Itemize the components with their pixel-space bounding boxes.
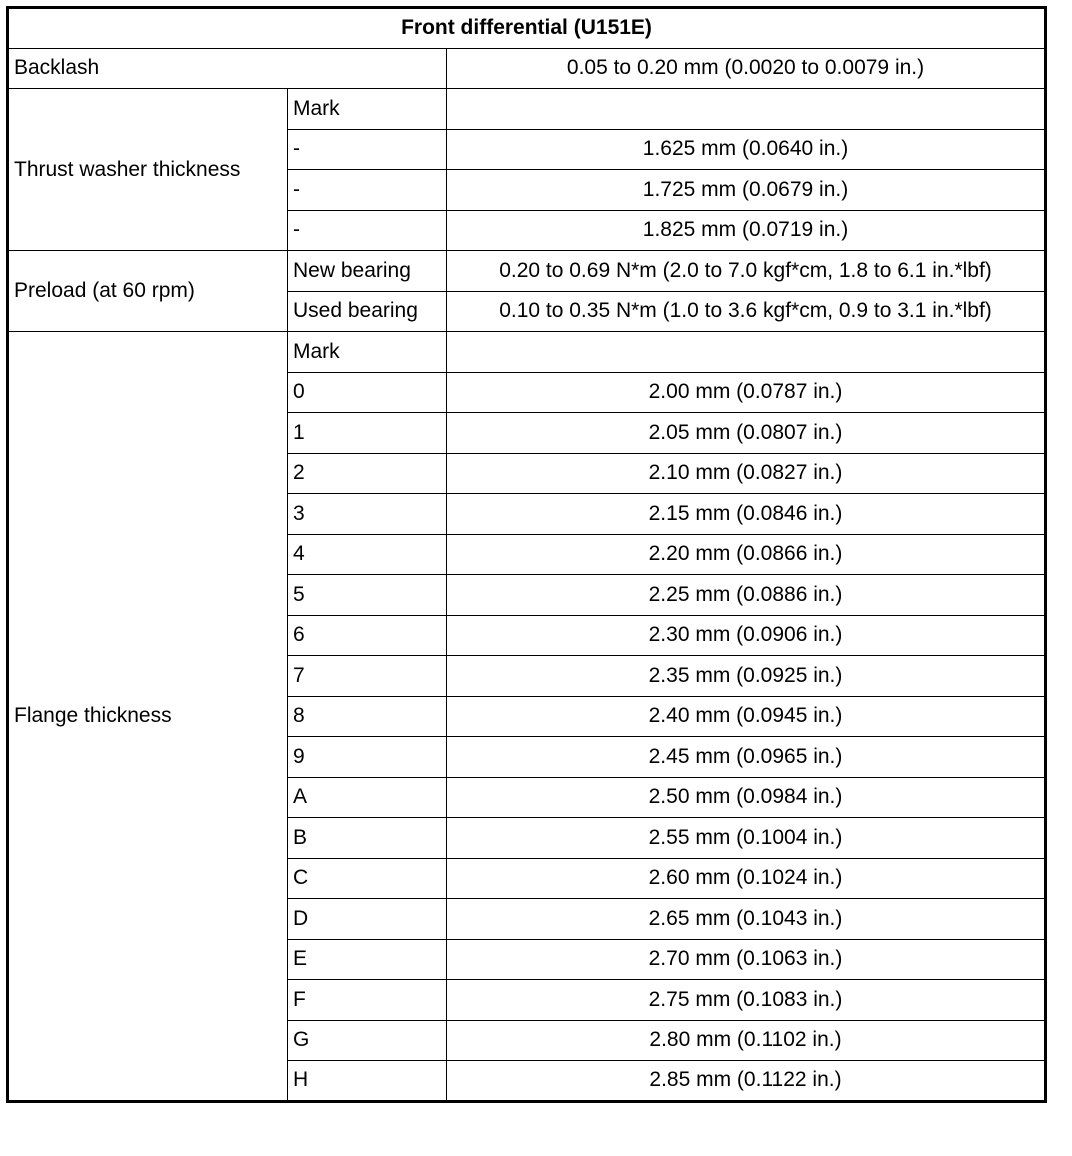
flange-mark: F [288,980,447,1021]
flange-value: 2.60 mm (0.1024 in.) [447,858,1046,899]
preload-value: 0.10 to 0.35 N*m (1.0 to 3.6 kgf*cm, 0.9 to 3.1 in.*lbf) [447,291,1046,332]
flange-mark: 7 [288,656,447,697]
flange-mark: 9 [288,737,447,778]
spec-table [6,6,1047,1103]
flange-value: 2.20 mm (0.0866 in.) [447,534,1046,575]
flange-value: 2.45 mm (0.0965 in.) [447,737,1046,778]
flange-value: 2.85 mm (0.1122 in.) [447,1061,1046,1102]
flange-mark-header: Mark [288,332,447,373]
flange-mark: 5 [288,575,447,616]
flange-value: 2.25 mm (0.0886 in.) [447,575,1046,616]
flange-value: 2.55 mm (0.1004 in.) [447,818,1046,859]
flange-value: 2.50 mm (0.0984 in.) [447,777,1046,818]
flange-mark: H [288,1061,447,1102]
thrust-washer-mark: - [288,129,447,170]
thrust-washer-header-row [8,89,1046,130]
flange-value-header [447,332,1046,373]
flange-value: 2.65 mm (0.1043 in.) [447,899,1046,940]
flange-mark: 0 [288,372,447,413]
thrust-washer-mark: - [288,210,447,251]
preload-row [8,251,1046,292]
flange-value: 2.75 mm (0.1083 in.) [447,980,1046,1021]
thrust-washer-value-header [447,89,1046,130]
title-row [8,8,1046,49]
thrust-washer-value: 1.725 mm (0.0679 in.) [447,170,1046,211]
spec-table-body [8,8,1046,1102]
preload-condition: New bearing [288,251,447,292]
backlash-row [8,48,1046,89]
thrust-washer-value: 1.825 mm (0.0719 in.) [447,210,1046,251]
flange-value: 2.10 mm (0.0827 in.) [447,453,1046,494]
flange-value: 2.70 mm (0.1063 in.) [447,939,1046,980]
preload-label: Preload (at 60 rpm) [8,251,288,332]
thrust-washer-value: 1.625 mm (0.0640 in.) [447,129,1046,170]
flange-mark: C [288,858,447,899]
preload-condition: Used bearing [288,291,447,332]
table-title: Front differential (U151E) [8,8,1046,49]
flange-header-row [8,332,1046,373]
flange-value: 2.35 mm (0.0925 in.) [447,656,1046,697]
flange-value: 2.40 mm (0.0945 in.) [447,696,1046,737]
backlash-label: Backlash [8,48,447,89]
flange-value: 2.15 mm (0.0846 in.) [447,494,1046,535]
flange-mark: 4 [288,534,447,575]
flange-mark: 1 [288,413,447,454]
flange-mark: A [288,777,447,818]
flange-mark: G [288,1020,447,1061]
flange-value: 2.80 mm (0.1102 in.) [447,1020,1046,1061]
flange-value: 2.30 mm (0.0906 in.) [447,615,1046,656]
flange-mark: 8 [288,696,447,737]
flange-mark: 6 [288,615,447,656]
flange-mark: 2 [288,453,447,494]
flange-label: Flange thickness [8,332,288,1102]
flange-mark: D [288,899,447,940]
thrust-washer-mark-header: Mark [288,89,447,130]
flange-mark: E [288,939,447,980]
thrust-washer-label: Thrust washer thickness [8,89,288,251]
flange-value: 2.00 mm (0.0787 in.) [447,372,1046,413]
preload-value: 0.20 to 0.69 N*m (2.0 to 7.0 kgf*cm, 1.8 to 6.1 in.*lbf) [447,251,1046,292]
flange-mark: 3 [288,494,447,535]
backlash-value: 0.05 to 0.20 mm (0.0020 to 0.0079 in.) [447,48,1046,89]
flange-value: 2.05 mm (0.0807 in.) [447,413,1046,454]
flange-mark: B [288,818,447,859]
thrust-washer-mark: - [288,170,447,211]
